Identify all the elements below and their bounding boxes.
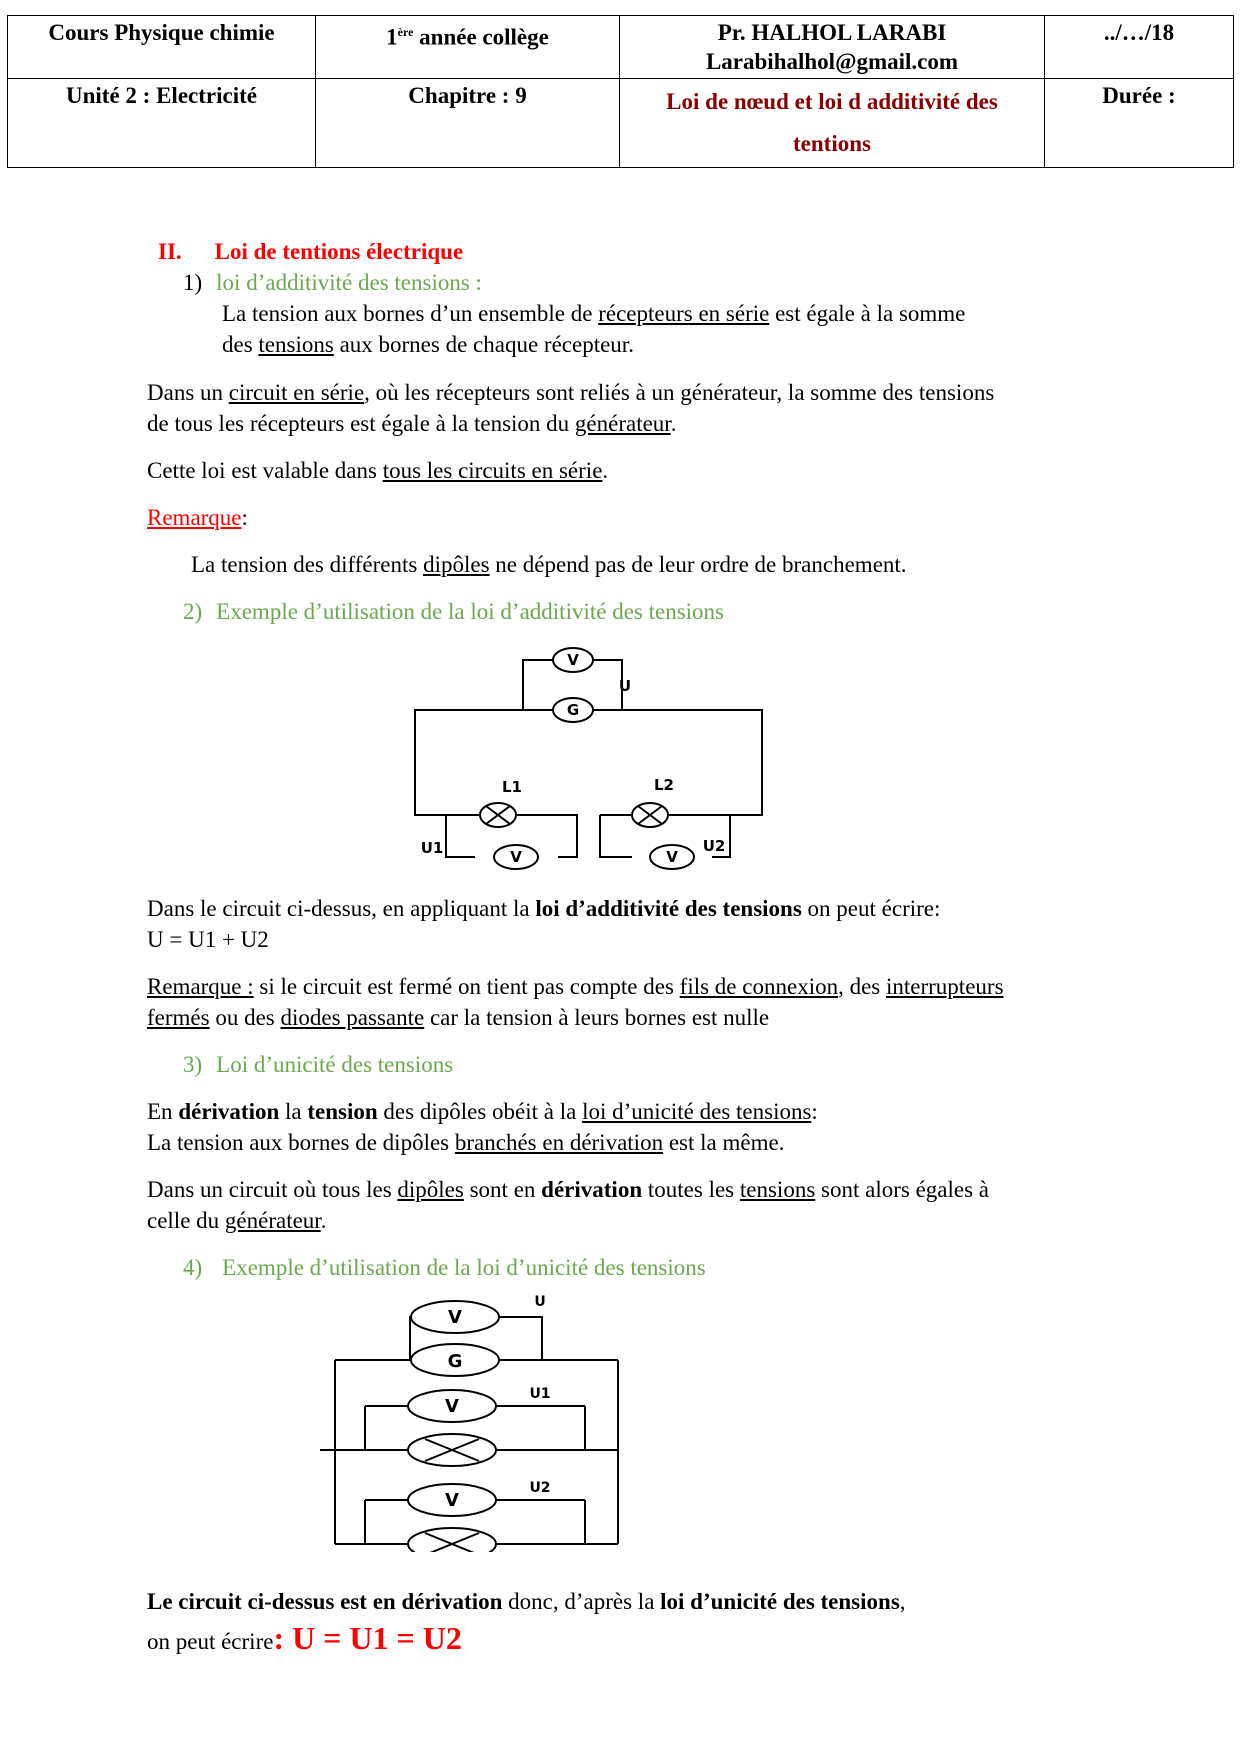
text: si le circuit est fermé on tient pas compte des (253, 974, 680, 999)
conclusion-line1 (147, 1586, 906, 1617)
remark-1-label (147, 502, 248, 533)
text: de tous les récepteurs est égale à la tension du (147, 411, 575, 436)
text: La tension aux bornes d’un ensemble de (222, 301, 599, 326)
text: ne dépend pas de leur ordre de branchement. (489, 552, 907, 577)
text-underlined: circuit en série (228, 380, 365, 405)
text-underlined: interrupteurs (886, 974, 1004, 999)
text-bold: Le circuit ci-dessus est en dérivation (147, 1589, 503, 1614)
level-sup: ère (397, 25, 414, 39)
subsection-1-heading (183, 267, 482, 298)
paragraph-2-line2 (147, 408, 676, 439)
generator-label: G (566, 701, 580, 719)
text: . (320, 1208, 327, 1233)
text-underlined: dipôles (397, 1177, 464, 1202)
remark-label: Remarque (147, 505, 242, 530)
paragraph-7-line1 (147, 1174, 989, 1205)
conclusion-line2 (147, 1620, 462, 1660)
text: car la tension à leurs bornes est nulle (424, 1005, 770, 1030)
text: celle du (147, 1208, 225, 1233)
text-underlined: tensions (258, 332, 334, 357)
text: , (899, 1589, 906, 1614)
header-table (7, 15, 1234, 168)
chapter-cell (316, 79, 620, 168)
lesson-title-line1: Loi de nœud et loi d additivité des (666, 89, 998, 114)
text: : (241, 505, 248, 530)
u2-label: U2 (529, 1480, 551, 1496)
duration-label: Durée : (1102, 83, 1176, 108)
paragraph-1-line2 (222, 329, 634, 360)
wire (593, 660, 622, 710)
lamp-2-symbol (408, 1528, 496, 1552)
section-title: Loi de tentions électrique (214, 239, 464, 264)
text-bold: dérivation (541, 1177, 643, 1202)
paragraph-7-line2 (147, 1205, 326, 1236)
text-underlined: diodes passante (280, 1005, 425, 1030)
text: Dans le circuit ci-dessus, en appliquant la (147, 896, 536, 921)
paragraph-1-line1 (222, 298, 965, 329)
text-underlined: générateur (224, 1208, 321, 1233)
u2-label: U2 (702, 837, 726, 855)
subsection-3-number: 3) (183, 1052, 203, 1077)
text-underlined: tous les circuits en série (382, 458, 603, 483)
text: , où les récepteurs sont reliés à un générateur, la somme des tensions (364, 380, 995, 405)
text: est la même. (663, 1130, 785, 1155)
course-label: Cours Physique chimie (48, 20, 275, 45)
text: sont en (463, 1177, 542, 1202)
u-label: U (534, 1294, 546, 1310)
text: Dans un circuit où tous les (147, 1177, 398, 1202)
text: . (670, 411, 677, 436)
subsection-2-heading (183, 596, 724, 627)
level-cell (316, 16, 620, 79)
chapter-label: Chapitre : 9 (408, 83, 527, 108)
lesson-title-line2: tentions (793, 131, 871, 156)
subsection-2-number: 2) (183, 599, 203, 624)
voltmeter-u2-label: V (445, 1490, 459, 1511)
text: ou des (209, 1005, 281, 1030)
parallel-circuit-diagram (320, 1290, 640, 1552)
duration-cell (1045, 79, 1234, 168)
text: on peut écrire (147, 1629, 274, 1654)
voltmeter-u-label: V (567, 651, 579, 669)
text: sont alors égales à (815, 1177, 989, 1202)
text: des dipôles obéit à la (377, 1099, 583, 1124)
text: , des (838, 974, 886, 999)
subsection-4-number: 4) (183, 1255, 203, 1280)
wire (622, 710, 762, 815)
text: la (279, 1099, 308, 1124)
date-cell (1045, 16, 1234, 79)
text-underlined: branchés en dérivation (454, 1130, 664, 1155)
voltmeter-u1-label: V (445, 1396, 459, 1417)
subsection-1-title: loi d’additivité des tensions : (216, 270, 482, 295)
u-label: U (618, 677, 632, 695)
voltmeter-u-label: V (448, 1307, 462, 1328)
text-underlined: fils de connexion (679, 974, 839, 999)
section-number: II. (158, 239, 182, 264)
paragraph-2-line1 (147, 377, 994, 408)
text-underlined: générateur (574, 411, 671, 436)
level-label: année collège (413, 24, 549, 50)
wire (446, 815, 475, 857)
subsection-4-heading (183, 1252, 706, 1283)
subsection-4-title: Exemple d’utilisation de la loi d’unicité des tensions (222, 1255, 706, 1280)
text: on peut écrire: (801, 896, 941, 921)
voltmeter-u2-label: V (666, 848, 678, 866)
paragraph-6 (147, 1127, 784, 1158)
paragraph-3 (147, 455, 608, 486)
text-bold: loi d’unicité des tensions (660, 1589, 900, 1614)
subsection-3-heading (183, 1049, 453, 1080)
text: toutes les (642, 1177, 740, 1202)
unit-label: Unité 2 : Electricité (66, 83, 257, 108)
paragraph-5 (147, 1096, 818, 1127)
text: En (147, 1099, 179, 1124)
text: donc, d’après la (502, 1589, 661, 1614)
text: La tension des différents (191, 552, 424, 577)
equation-text: U = U1 + U2 (147, 927, 269, 952)
subsection-3-title: Loi d’unicité des tensions (216, 1052, 454, 1077)
series-circuit-diagram (400, 640, 780, 875)
generator-label: G (447, 1351, 463, 1372)
l2-label: L2 (654, 776, 674, 794)
text-underlined: récepteurs en série (598, 301, 770, 326)
level-num: 1 (386, 24, 398, 50)
text: Dans un (147, 380, 229, 405)
wire (415, 710, 523, 815)
teacher-email: Larabihalhol@gmail.com (705, 49, 959, 74)
subsection-1-number: 1) (183, 270, 203, 295)
remark-2-line1 (147, 971, 1004, 1002)
text-bold: tension (307, 1099, 378, 1124)
unit-cell (8, 79, 316, 168)
text: est égale à la somme (769, 301, 966, 326)
remark-1-text (191, 549, 907, 580)
date-label: ../…/18 (1103, 20, 1175, 45)
text-underlined: loi d’unicité des tensions (582, 1099, 812, 1124)
text: Cette loi est valable dans (147, 458, 383, 483)
remark-2-line2 (147, 1002, 769, 1033)
text: . (602, 458, 609, 483)
u1-label: U1 (420, 839, 444, 857)
text: La tension aux bornes de dipôles (147, 1130, 455, 1155)
subsection-2-title: Exemple d’utilisation de la loi d’additivité des tensions (216, 599, 724, 624)
section-heading (158, 236, 463, 267)
text: : (811, 1099, 818, 1124)
text: aux bornes de chaque récepteur. (333, 332, 634, 357)
equation-additivity (147, 924, 269, 955)
voltmeter-u1-label: V (510, 848, 522, 866)
equation-unicity: : U = U1 = U2 (273, 1620, 462, 1656)
wire (523, 660, 553, 710)
text: des (222, 332, 259, 357)
text-underlined: tensions (739, 1177, 816, 1202)
l1-label: L1 (502, 778, 522, 796)
wire (600, 815, 632, 857)
remark-label: Remarque : (147, 974, 254, 999)
teacher-name: Pr. HALHOL LARABI (717, 20, 947, 45)
text-bold: loi d’additivité des tensions (535, 896, 802, 921)
teacher-cell (620, 16, 1045, 79)
course-cell (8, 16, 316, 79)
wire (516, 815, 577, 857)
lesson-title-cell (620, 79, 1045, 168)
u1-label: U1 (529, 1386, 551, 1402)
text-bold: dérivation (178, 1099, 280, 1124)
text-underlined: fermés (147, 1005, 210, 1030)
paragraph-4-line1 (147, 893, 940, 924)
text-underlined: dipôles (423, 552, 490, 577)
